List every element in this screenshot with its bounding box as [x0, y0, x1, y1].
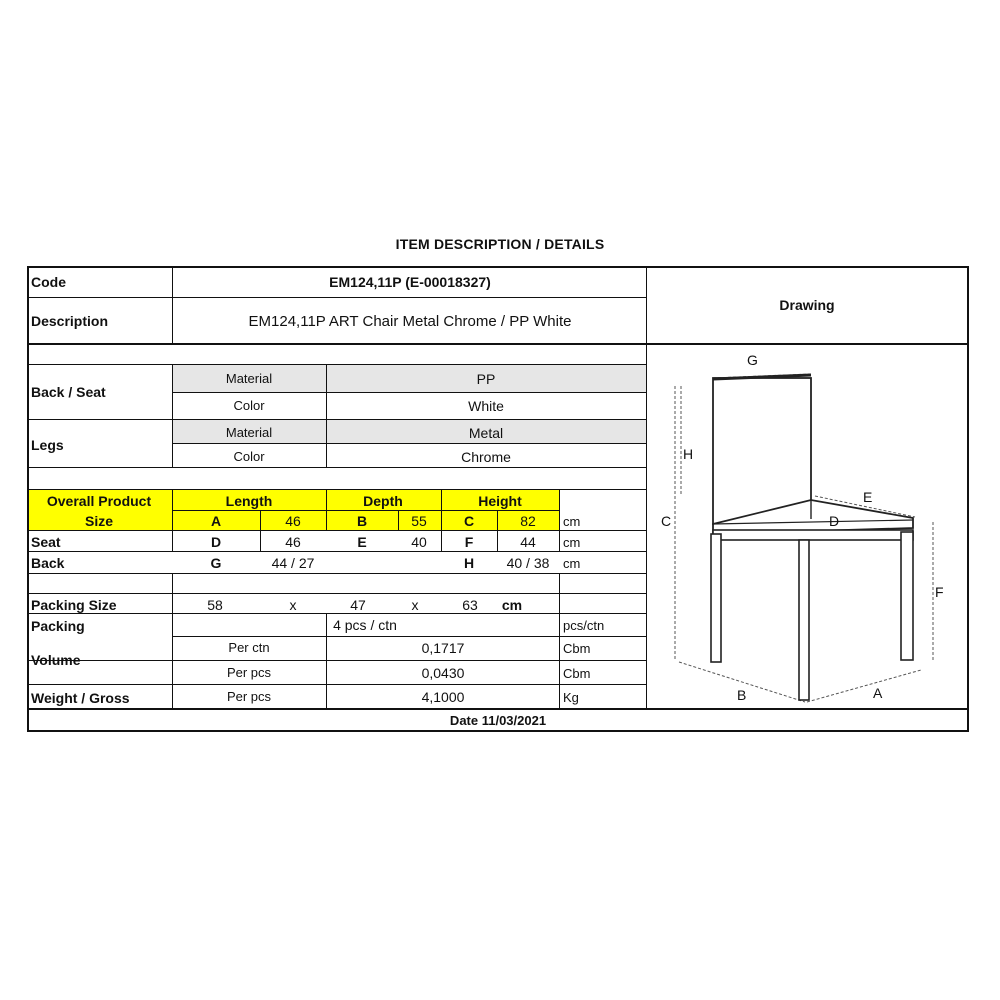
drawing-letter-g: G: [747, 352, 758, 368]
code-value: EM124,11P (E-00018327): [329, 274, 491, 290]
description-value: EM124,11P ART Chair Metal Chrome / PP White: [248, 313, 572, 330]
dim-a-value: 46: [285, 513, 301, 529]
seat-label: Seat: [31, 534, 61, 550]
height-header: Height: [478, 493, 522, 509]
dim-h-letter: H: [463, 555, 475, 571]
dim-d-letter: D: [210, 534, 222, 550]
back-label: Back: [31, 555, 65, 571]
dim-g-value: 44 / 27: [271, 555, 315, 571]
dim-f-value: 44: [520, 534, 536, 550]
back-seat-color-value: White: [468, 398, 504, 414]
overall-size-label-2: Size: [84, 513, 114, 529]
weight-per-pcs-label: Per pcs: [226, 689, 272, 704]
weight-unit: Kg: [563, 690, 579, 705]
back-seat-label: Back / Seat: [31, 384, 106, 400]
drawing-letter-e: E: [863, 489, 873, 505]
packing-size-label: Packing Size: [31, 597, 117, 613]
legs-color-label: Color: [233, 449, 265, 464]
overall-unit: cm: [563, 514, 581, 529]
back-unit: cm: [563, 556, 581, 571]
back-seat-material-value: PP: [476, 371, 496, 387]
dim-g-letter: G: [210, 555, 222, 571]
dim-f-letter: F: [464, 534, 474, 550]
packing-label: Packing: [31, 618, 85, 634]
dim-b-letter: B: [356, 513, 368, 529]
weight-value: 4,1000: [421, 689, 465, 705]
drawing-letter-a: A: [873, 685, 883, 701]
dim-c-value: 82: [520, 513, 536, 529]
legs-material-value: Metal: [468, 425, 504, 441]
back-seat-color-label: Color: [233, 398, 265, 413]
volume-per-ctn-value: 0,1717: [421, 640, 465, 656]
length-header: Length: [225, 493, 273, 509]
code-label: Code: [31, 274, 66, 290]
legs-material-label: Material: [225, 425, 273, 440]
packing-size-x2: x: [411, 597, 419, 613]
volume-per-pcs-unit: Cbm: [563, 666, 591, 681]
depth-header: Depth: [363, 493, 403, 509]
drawing-letter-d: D: [829, 513, 840, 529]
seat-unit: cm: [563, 535, 581, 550]
date-footer: Date 11/03/2021: [449, 713, 547, 728]
drawing-letter-f: F: [935, 584, 944, 600]
volume-label: Volume: [31, 652, 81, 668]
packing-unit: pcs/ctn: [563, 618, 605, 633]
volume-per-pcs-label: Per pcs: [226, 665, 272, 680]
volume-per-ctn-label: Per ctn: [228, 640, 270, 655]
back-seat-material-label: Material: [225, 371, 273, 386]
description-label: Description: [31, 313, 109, 329]
drawing-label: Drawing: [779, 297, 835, 313]
packing-size-length: 58: [207, 597, 223, 613]
dim-e-value: 40: [411, 534, 427, 550]
volume-per-ctn-unit: Cbm: [563, 641, 591, 656]
sheet-title: ITEM DESCRIPTION / DETAILS: [395, 236, 605, 252]
packing-size-height: 63: [462, 597, 478, 613]
drawing-letter-h: H: [683, 446, 694, 462]
dim-a-letter: A: [210, 513, 222, 529]
dim-b-value: 55: [411, 513, 427, 529]
volume-per-pcs-value: 0,0430: [421, 665, 465, 681]
packing-value: 4 pcs / ctn: [333, 617, 397, 633]
weight-label: Weight / Gross: [31, 690, 130, 706]
dim-c-letter: C: [463, 513, 475, 529]
drawing-letter-b: B: [737, 687, 747, 703]
chair-illustration: [647, 344, 968, 710]
legs-color-value: Chrome: [461, 449, 511, 465]
dim-e-letter: E: [357, 534, 367, 550]
dim-h-value: 40 / 38: [506, 555, 550, 571]
chair-drawing: [647, 344, 968, 710]
packing-size-unit: cm: [501, 597, 523, 613]
overall-size-label-1: Overall Product: [46, 493, 152, 509]
drawing-letter-c: C: [661, 513, 672, 529]
dim-d-value: 46: [285, 534, 301, 550]
packing-size-x1: x: [289, 597, 297, 613]
legs-label: Legs: [31, 437, 64, 453]
packing-size-width: 47: [350, 597, 366, 613]
